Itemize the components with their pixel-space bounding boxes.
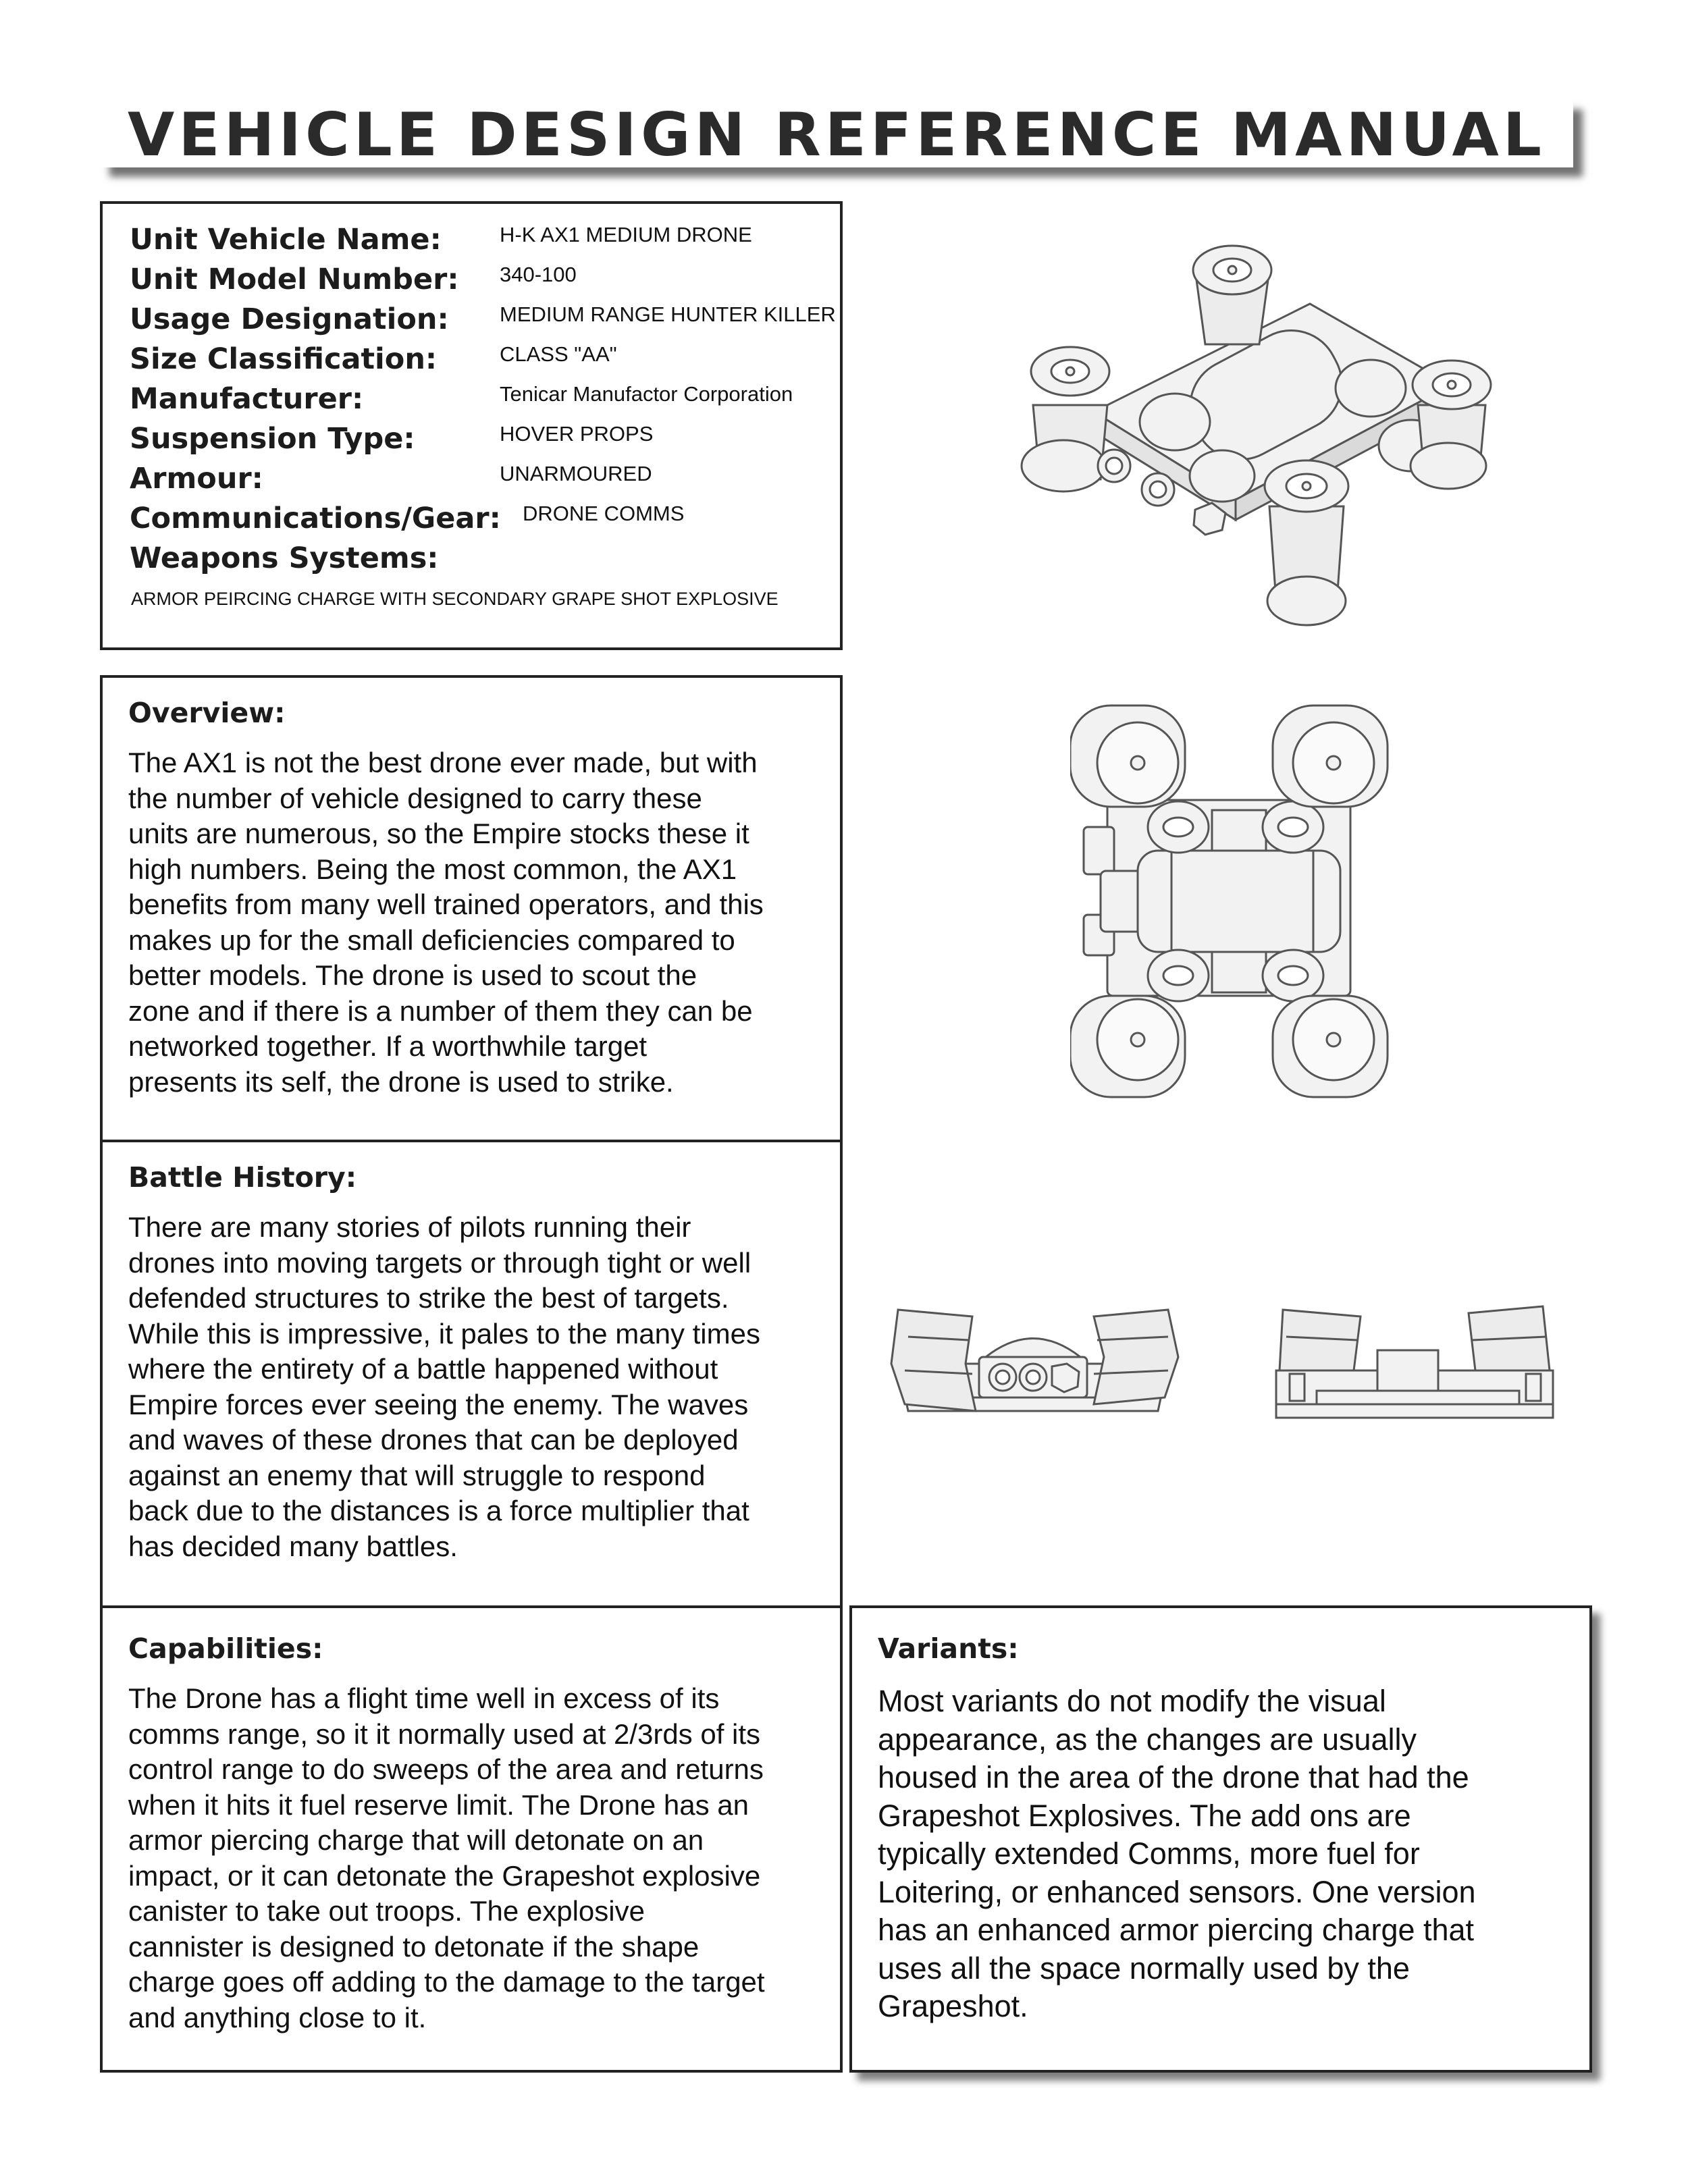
text-line: Most variants do not modify the visual bbox=[878, 1684, 1386, 1718]
section-heading: Capabilities: bbox=[128, 1632, 323, 1665]
text-line: The Drone has a flight time well in excess of its bbox=[128, 1682, 720, 1714]
text-line: control range to do sweeps of the area and returns bbox=[128, 1753, 764, 1785]
spec-label: Unit Vehicle Name: bbox=[130, 223, 442, 257]
text-line: The AX1 is not the best drone ever made, but with bbox=[128, 747, 758, 778]
text-line: While this is impressive, it pales to the many times bbox=[128, 1317, 760, 1350]
page-title: VEHICLE DESIGN REFERENCE MANUAL bbox=[128, 100, 1546, 167]
spec-label: Weapons Systems: bbox=[130, 541, 439, 575]
text-line: typically extended Comms, more fuel for bbox=[878, 1836, 1420, 1871]
spec-value: MEDIUM RANGE HUNTER KILLER bbox=[500, 302, 836, 326]
spec-label: Communications/Gear: bbox=[130, 502, 501, 535]
text-line: Empire forces ever seeing the enemy. The waves bbox=[128, 1388, 749, 1420]
text-line: uses all the space normally used by the bbox=[878, 1950, 1410, 1986]
text-line: when it hits it fuel reserve limit. The Drone has an bbox=[128, 1788, 749, 1821]
text-line: Grapeshot Explosives. The add ons are bbox=[878, 1798, 1411, 1833]
text-line: back due to the distances is a force multiplier that bbox=[128, 1495, 749, 1526]
battle-history-box bbox=[100, 1140, 843, 1608]
text-line: and waves of these drones that can be deployed bbox=[128, 1424, 739, 1456]
text-line: cannister is designed to detonate if the shape bbox=[128, 1930, 700, 1963]
text-line: housed in the area of the drone that had the bbox=[878, 1760, 1469, 1794]
capabilities-text bbox=[128, 1681, 817, 2035]
text-line: and anything close to it. bbox=[128, 2001, 427, 2033]
section-heading: Overview: bbox=[128, 697, 286, 729]
capabilities-box bbox=[100, 1605, 843, 2073]
text-line: Loitering, or enhanced sensors. One version bbox=[878, 1874, 1476, 1909]
text-line: where the entirety of a battle happened without bbox=[128, 1353, 718, 1385]
text-line: better models. The drone is used to scout the bbox=[128, 959, 697, 991]
variants-box bbox=[849, 1605, 1592, 2073]
text-line: armor piercing charge that will detonate on an bbox=[128, 1824, 704, 1856]
text-line: against an enemy that will struggle to respond bbox=[128, 1459, 706, 1491]
weapons-value: ARMOR PEIRCING CHARGE WITH SECONDARY GRAPE SHOT EXPLOSIVE bbox=[131, 589, 779, 609]
spec-label: Unit Model Number: bbox=[130, 263, 459, 296]
spec-value: HOVER PROPS bbox=[500, 422, 654, 446]
text-line: canister to take out troops. The explosive bbox=[128, 1895, 645, 1927]
spec-label: Suspension Type: bbox=[130, 422, 415, 456]
drone-front-view bbox=[878, 1296, 1188, 1431]
text-line: drones into moving targets or through tight or well bbox=[128, 1246, 751, 1279]
spec-box bbox=[100, 201, 843, 650]
text-line: makes up for the small deficiencies compared to bbox=[128, 924, 735, 956]
overview-text bbox=[128, 745, 817, 1100]
spec-value: Tenicar Manufactor Corporation bbox=[500, 382, 793, 406]
text-line: Grapeshot. bbox=[878, 1989, 1028, 2023]
spec-label: Usage Designation: bbox=[130, 302, 449, 336]
text-line: comms range, so it it normally used at 2/3rds of its bbox=[128, 1717, 761, 1750]
text-line: units are numerous, so the Empire stocks these it bbox=[128, 818, 749, 849]
text-line: charge goes off adding to the damage to the target bbox=[128, 1966, 765, 1998]
section-heading: Variants: bbox=[878, 1632, 1019, 1665]
drone-top-view bbox=[1070, 699, 1394, 1104]
text-line: has decided many battles. bbox=[128, 1530, 458, 1562]
title-svg bbox=[100, 100, 1573, 167]
text-line: the number of vehicle designed to carry these bbox=[128, 782, 702, 814]
spec-label: Size Classification: bbox=[130, 342, 438, 376]
spec-value: 340-100 bbox=[500, 263, 577, 286]
spec-value: UNARMOURED bbox=[500, 462, 652, 485]
section-heading: Battle History: bbox=[128, 1161, 357, 1194]
overview-box bbox=[100, 675, 843, 1142]
spec-value: H-K AX1 MEDIUM DRONE bbox=[500, 223, 752, 246]
text-line: There are many stories of pilots running their bbox=[128, 1211, 691, 1243]
drone-isometric-view bbox=[993, 243, 1519, 648]
battle-history-text bbox=[128, 1210, 817, 1564]
text-line: has an enhanced armor piercing charge that bbox=[878, 1913, 1475, 1947]
text-line: defended structures to strike the best of targets. bbox=[128, 1282, 729, 1314]
drone-side-view bbox=[1269, 1296, 1560, 1431]
spec-label: Armour: bbox=[130, 462, 263, 496]
spec-label: Manufacturer: bbox=[130, 382, 364, 416]
text-line: zone and if there is a number of them they can be bbox=[128, 994, 753, 1027]
spec-value: DRONE COMMS bbox=[523, 502, 685, 525]
text-line: presents its self, the drone is used to strike. bbox=[128, 1065, 674, 1098]
text-line: high numbers. Being the most common, the AX1 bbox=[128, 853, 737, 885]
spec-value: CLASS "AA" bbox=[500, 342, 617, 366]
variants-text bbox=[878, 1682, 1573, 2026]
text-line: networked together. If a worthwhile target bbox=[128, 1030, 648, 1062]
title-banner bbox=[100, 100, 1573, 167]
text-line: impact, or it can detonate the Grapeshot explosive bbox=[128, 1859, 761, 1892]
text-line: appearance, as the changes are usually bbox=[878, 1722, 1417, 1757]
text-line: benefits from many well trained operators, and this bbox=[128, 888, 764, 920]
